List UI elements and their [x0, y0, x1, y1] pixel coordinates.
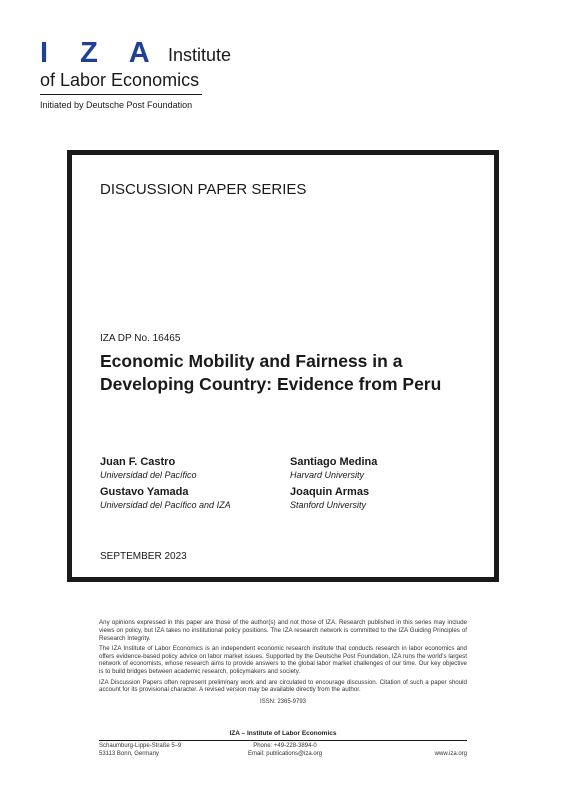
- author-affiliation: Universidad del Pacífico: [100, 470, 197, 480]
- author-block: [100, 485, 231, 511]
- footer-phone: Phone: +49-228-3894-0: [253, 743, 317, 749]
- author-name: Juan F. Castro: [100, 456, 176, 468]
- cover-frame: [67, 150, 499, 582]
- dp-number: IZA DP No. 16465: [100, 333, 181, 344]
- logo-mark: I Z A: [40, 37, 162, 69]
- author-block: [100, 455, 197, 481]
- author-block: [290, 455, 377, 481]
- author-name: Santiago Medina: [290, 456, 378, 468]
- footer-website-link[interactable]: www.iza.org: [434, 751, 467, 757]
- footer-address: [99, 743, 181, 758]
- footer-title: IZA – Institute of Labor Economics: [229, 730, 337, 737]
- logo-institute-text: Institute: [168, 45, 232, 65]
- address-line: Schaumburg-Lippe-Straße 5–9: [99, 743, 182, 749]
- disclaimer-paragraph: The IZA Institute of Labor Economics is an independent economic research institute that conducts research in labor economics and offers evidence-based policy advice on labor market issues. Supported by the Deutsche Post Foundation, IZA runs the world’s largest network of economists, whose research aims to provide answers to the global labor market challenges of our time. Our key objective is to build bridges between academic research, policymakers and society.: [99, 644, 467, 676]
- disclaimer-paragraph: IZA Discussion Papers often represent preliminary work and are circulated to encourage discussion. Citation of such a paper should account for its provisional character. A revised version may be available directly from the author.: [99, 678, 467, 694]
- footer-email[interactable]: Email: publications@iza.org: [247, 750, 323, 757]
- series-title: DISCUSSION PAPER SERIES: [100, 181, 307, 198]
- footer-contact: [230, 743, 340, 758]
- logo-labor-economics-text: of Labor Economics: [40, 70, 200, 90]
- author-affiliation: Harvard University: [290, 470, 365, 480]
- disclaimer: [99, 619, 467, 697]
- logo-initiated-by: Initiated by Deutsche Post Foundation: [40, 100, 193, 110]
- author-affiliation: Stanford University: [290, 500, 367, 510]
- logo-divider: [40, 94, 202, 95]
- author-affiliation: Universidad del Pacífico and IZA: [100, 500, 231, 510]
- issn: ISSN: 2365-9793: [259, 699, 307, 705]
- disclaimer-paragraph: Any opinions expressed in this paper are those of the author(s) and not those of IZA. Research published in this series may include views on policy, but IZA takes no institutional policy positions. The IZA research network is committed to the IZA Guiding Principles of Research Integrity.: [99, 619, 467, 642]
- address-line: 53113 Bonn, Germany: [99, 750, 159, 757]
- author-name: Gustavo Yamada: [100, 486, 189, 498]
- author-block: [290, 485, 369, 511]
- paper-title: Economic Mobility and Fairness in a Developing Country: Evidence from Peru: [100, 351, 442, 394]
- author-name: Joaquin Armas: [290, 486, 370, 498]
- footer-divider: [99, 740, 467, 741]
- publication-date: SEPTEMBER 2023: [100, 551, 187, 562]
